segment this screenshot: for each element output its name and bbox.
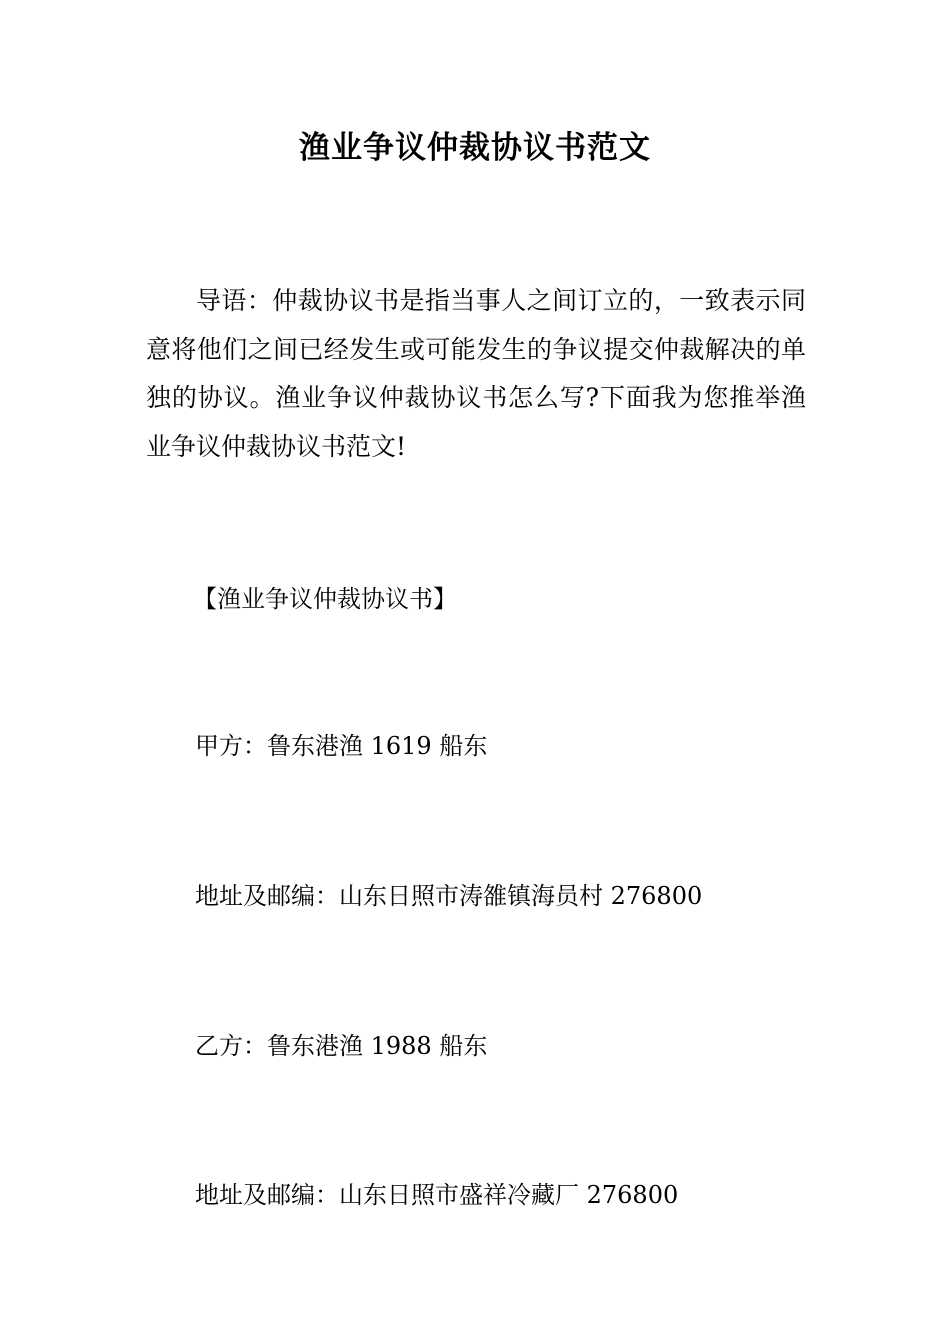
- intro-paragraph: 导语：仲裁协议书是指当事人之间订立的，一致表示同意将他们之间已经发生或可能发生的争议提交仲裁解决的单独的协议。渔业争议仲裁协议书怎么写?下面我为您推举渔业争议仲裁协议书范文!: [146, 286, 806, 461]
- party-a-line: 甲方：鲁东港渔 1619 船东: [195, 732, 488, 760]
- party-b-address-line: 地址及邮编：山东日照市盛祥冷藏厂 276800: [195, 1181, 679, 1209]
- section-heading: 【渔业争议仲裁协议书】: [193, 585, 457, 613]
- document-title: 渔业争议仲裁协议书范文: [299, 130, 651, 166]
- party-b-line: 乙方：鲁东港渔 1988 船东: [195, 1032, 488, 1060]
- party-a-address-line: 地址及邮编：山东日照市涛雒镇海员村 276800: [195, 882, 703, 910]
